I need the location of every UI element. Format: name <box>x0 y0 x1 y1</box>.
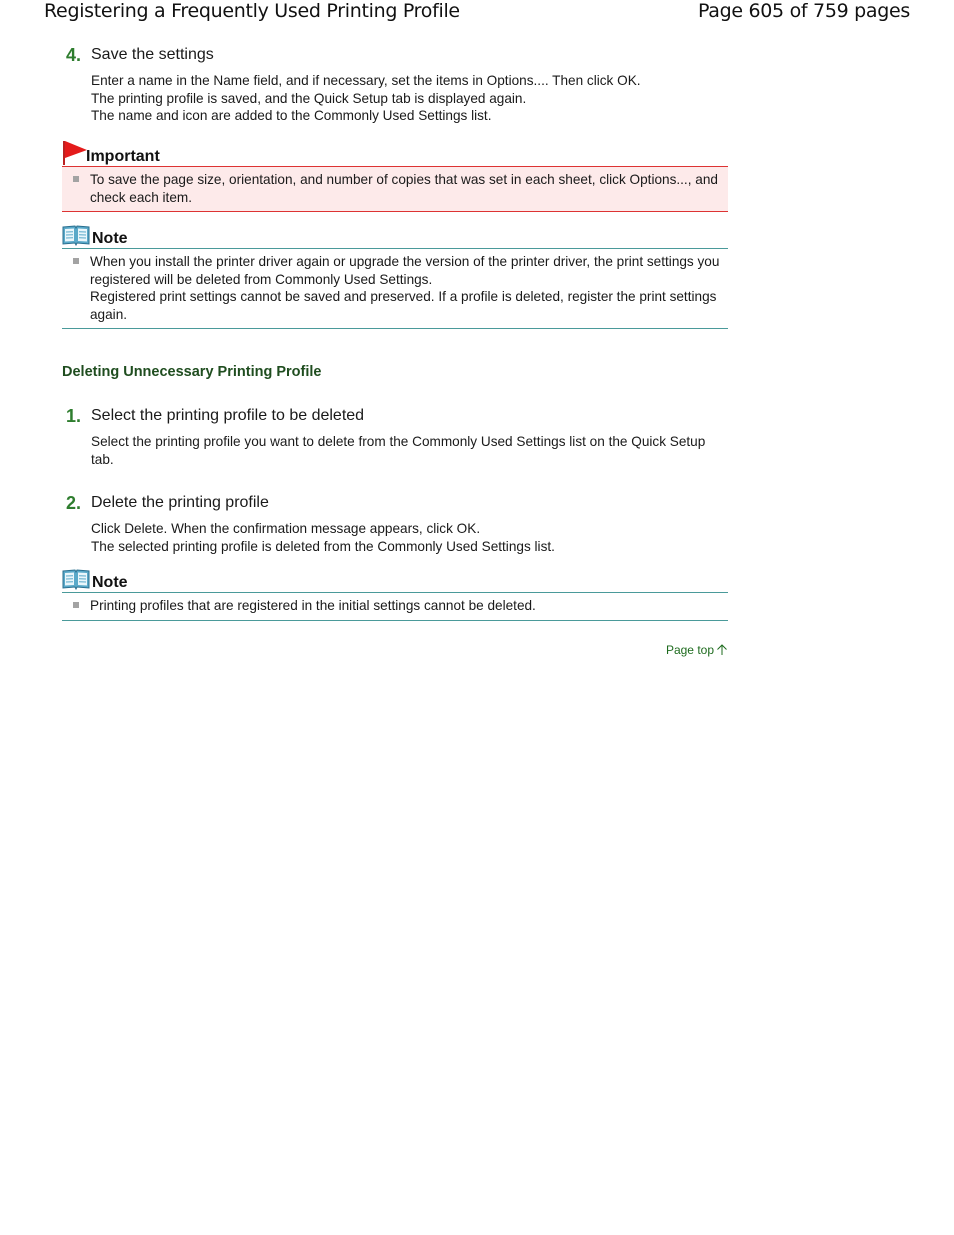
bullet-icon <box>73 602 79 608</box>
note-header <box>62 567 728 593</box>
document-title: Registering a Frequently Used Printing Profile <box>44 0 460 22</box>
open-book-icon <box>62 568 90 590</box>
page-top-label: Page top <box>665 643 714 657</box>
page-top-link[interactable] <box>666 643 728 657</box>
step-line: Click Delete. When the confirmation message appears, click OK. <box>91 521 481 536</box>
step-description <box>91 433 721 468</box>
note-text: When you install the printer driver again or upgrade the version of the printer driver, the print settings you registered will be deleted from Commonly Used Settings. <box>90 254 720 287</box>
note-label: Note <box>92 574 128 591</box>
step-number: 4. <box>66 45 82 65</box>
open-book-icon <box>62 224 90 246</box>
important-header <box>62 141 728 167</box>
up-arrow-icon <box>716 644 728 656</box>
red-flag-icon <box>62 141 88 165</box>
note-item <box>62 593 728 621</box>
step-description <box>91 520 721 555</box>
step-description <box>91 72 721 125</box>
step-line: The selected printing profile is deleted from the Commonly Used Settings list. <box>91 538 555 554</box>
step-line: Select the printing profile you want to delete from the Commonly Used Settings list on the Quick Setup tab. <box>91 434 706 467</box>
step-title: Select the printing profile to be deleted <box>91 407 365 424</box>
note-item <box>62 249 728 329</box>
note-header <box>62 223 728 249</box>
bullet-icon <box>73 176 79 182</box>
note-text: Printing profiles that are registered in the initial settings cannot be deleted. <box>90 598 536 613</box>
section-heading: Deleting Unnecessary Printing Profile <box>62 364 322 380</box>
bullet-icon <box>73 258 79 264</box>
page-header <box>0 0 954 26</box>
step-title: Save the settings <box>91 46 214 63</box>
step-title: Delete the printing profile <box>91 494 269 511</box>
note-text: Registered print settings cannot be saved and preserved. If a profile is deleted, register the print settings again. <box>90 289 717 322</box>
note-callout <box>62 223 728 329</box>
step-line: Enter a name in the Name field, and if necessary, set the items in Options.... Then click OK. <box>91 73 641 88</box>
important-label: Important <box>86 148 160 165</box>
important-text: To save the page size, orientation, and number of copies that was set in each sheet, click Options..., and check each item. <box>90 172 718 205</box>
step-line: The printing profile is saved, and the Quick Setup tab is displayed again. <box>91 90 527 106</box>
step-number: 2. <box>66 493 82 513</box>
step-number: 1. <box>66 406 82 426</box>
page-counter: Page 605 of 759 pages <box>697 0 910 22</box>
important-item <box>62 167 728 212</box>
step-line: The name and icon are added to the Commonly Used Settings list. <box>91 108 492 123</box>
important-callout <box>62 141 728 212</box>
note-callout <box>62 567 728 621</box>
note-label: Note <box>92 230 128 247</box>
